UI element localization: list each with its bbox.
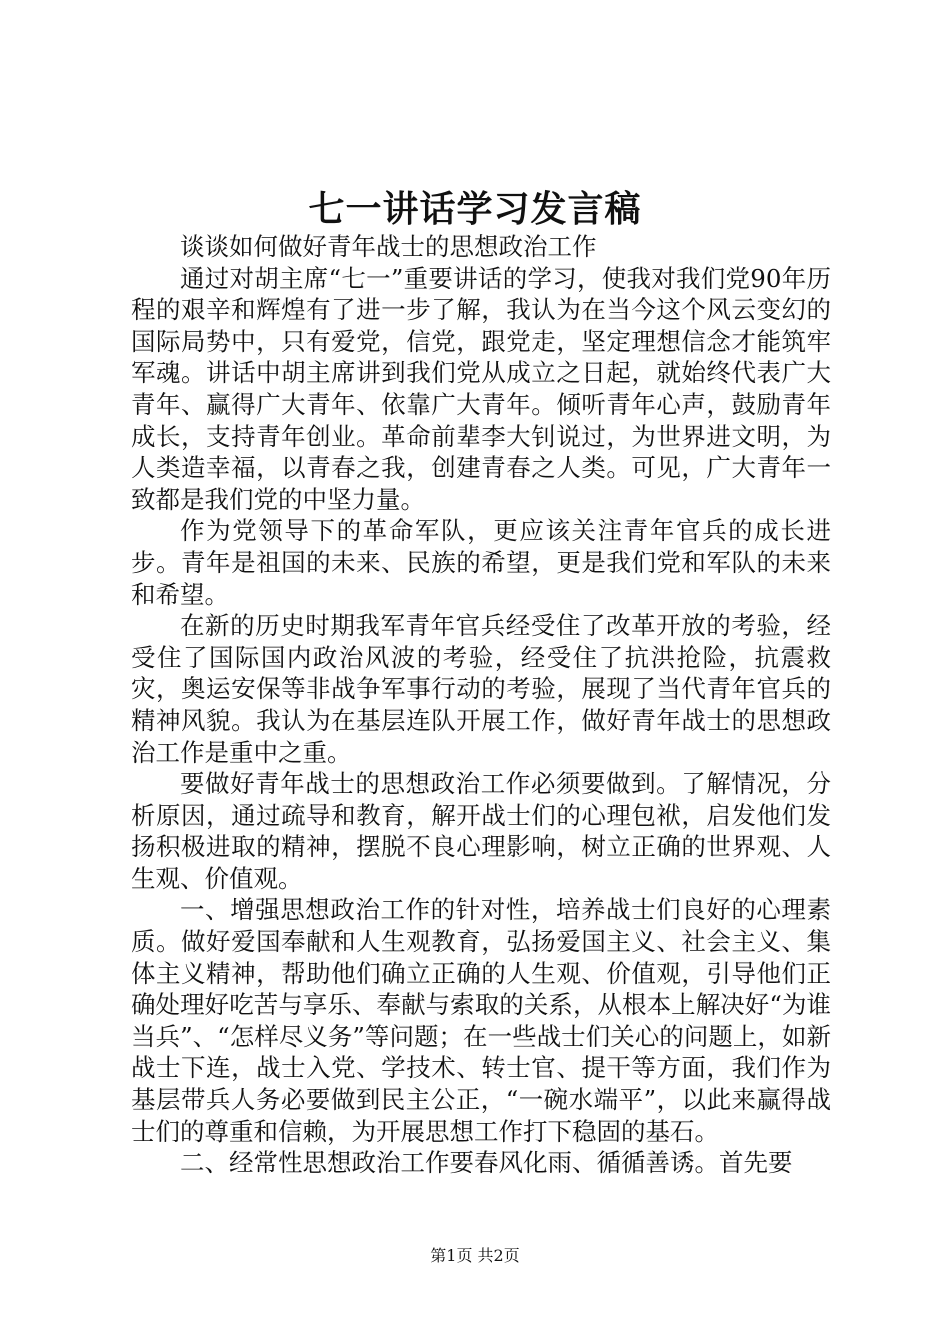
body-paragraph: 二、经常性思想政治工作要春风化雨、循循善诱。首先要: [180, 1148, 793, 1178]
page-number-footer: 第1页 共2页: [430, 1246, 520, 1265]
body-paragraph: 作为党领导下的革命军队，更应该关注青年官兵的成长进步。青年是祖国的未来、民族的希望，更是我们党和军队的未来和希望。: [131, 516, 831, 609]
document-body: [131, 231, 831, 1179]
document-title: 七一讲话学习发言稿: [308, 188, 642, 230]
subtitle-paragraph: 谈谈如何做好青年战士的思想政治工作: [180, 232, 597, 261]
body-paragraph: 要做好青年战士的思想政治工作必须要做到。了解情况，分析原因，通过疏导和教育，解开战士们的心理包袱，启发他们发扬积极进取的精神，摆脱不良心理影响，树立正确的世界观、人生观、价值观。: [131, 769, 831, 893]
body-paragraph: 一、增强思想政治工作的针对性，培养战士们良好的心理素质。做好爱国奉献和人生观教育，弘扬爱国主义、社会主义、集体主义精神，帮助他们确立正确的人生观、价值观，引导他们正确处理好吃苦与享乐、奉献与索取的关系，从根本上解决好“为谁当兵”、“怎样尽义务”等问题；在一些战士们关心的问题上，如新战士下连，战士入党、学技术、转士官、提干等方面，我们作为基层带兵人务必要做到民主公正，“一碗水端平”，以此来赢得战士们的尊重和信赖，为开展思想工作打下稳固的基石。: [131, 895, 831, 1146]
body-paragraph: 在新的历史时期我军青年官兵经受住了改革开放的考验，经受住了国际国内政治风波的考验，经受住了抗洪抢险，抗震救灾，奥运安保等非战争军事行动的考验，展现了当代青年官兵的精神风貌。我认为在基层连队开展工作，做好青年战士的思想政治工作是重中之重。: [131, 611, 831, 767]
body-paragraph: 通过对胡主席“七一”重要讲话的学习，使我对我们党90年历程的艰辛和辉煌有了进一步了解，我认为在当今这个风云变幻的国际局势中，只有爱党，信党，跟党走，坚定理想信念才能筑牢军魂。讲话中胡主席讲到我们党从成立之日起，就始终代表广大青年、赢得广大青年、依靠广大青年。倾听青年心声，鼓励青年成长，支持青年创业。革命前辈李大钊说过，为世界进文明，为人类造幸福，以青春之我，创建青春之人类。可见，广大青年一致都是我们党的中坚力量。: [131, 263, 831, 514]
